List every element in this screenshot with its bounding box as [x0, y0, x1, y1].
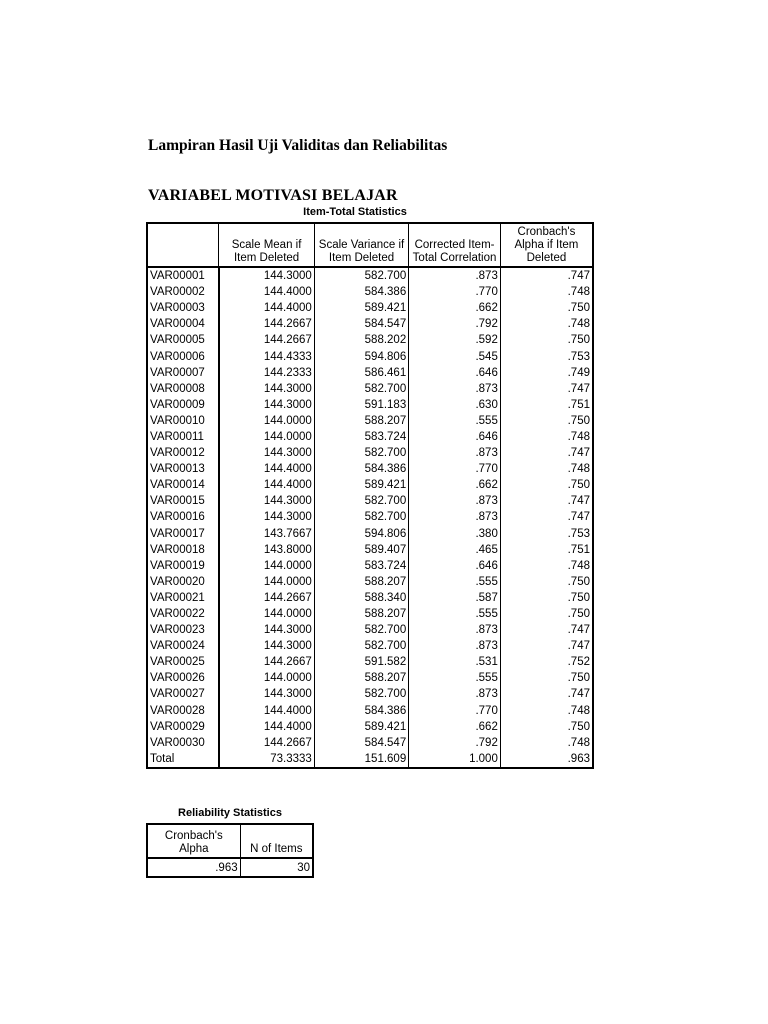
cell-variable: VAR00022 — [147, 606, 219, 622]
cell-variable: VAR00014 — [147, 477, 219, 493]
cell-corrected-correlation: .465 — [409, 542, 501, 558]
cell-scale-mean: 144.0000 — [263, 672, 312, 685]
cell-scale-variance: 584.386 — [314, 284, 408, 300]
header-cell-scale-mean: Scale Mean if Item Deleted — [219, 223, 314, 267]
cell-scale-variance: 582.700 — [314, 267, 408, 284]
table-row — [147, 542, 593, 558]
cell-alpha-if-deleted: .747 — [500, 638, 593, 654]
cell-scale-variance: 591.582 — [314, 654, 408, 670]
header-cell-n-items: N of Items — [240, 824, 313, 858]
cell-variable: VAR00008 — [147, 381, 219, 397]
cell-scale-variance: 589.421 — [314, 719, 408, 735]
cell-scale-mean: 144.3000 — [263, 382, 312, 395]
cell-variable: VAR00012 — [147, 445, 219, 461]
cell-scale-variance: 584.547 — [314, 316, 408, 332]
cell-corrected-correlation: .770 — [409, 461, 501, 477]
cell-variable: VAR00006 — [147, 348, 219, 364]
cell-scale-mean: 144.4000 — [263, 479, 312, 492]
cell-scale-variance: 582.700 — [314, 686, 408, 702]
cell-corrected-correlation: .873 — [409, 638, 501, 654]
header-cell-cronbach-alpha: Cronbach's Alpha — [147, 824, 240, 858]
cell-alpha-if-deleted: .747 — [500, 493, 593, 509]
cell-variable: VAR00026 — [147, 670, 219, 686]
cell-scale-variance: 589.421 — [314, 477, 408, 493]
cell-variable: VAR00020 — [147, 574, 219, 590]
cell-alpha-if-deleted: .750 — [500, 477, 593, 493]
table-row — [147, 654, 593, 670]
cell-scale-mean: 144.2333 — [263, 366, 312, 379]
cell-corrected-correlation: .630 — [409, 397, 501, 413]
cell-scale-variance: 588.207 — [314, 574, 408, 590]
cell-alpha-if-deleted: .750 — [500, 670, 593, 686]
cell-corrected-correlation: .770 — [409, 284, 501, 300]
cell-variable: VAR00028 — [147, 703, 219, 719]
table-row — [147, 574, 593, 590]
cell-scale-mean: 144.3000 — [263, 688, 312, 701]
cell-scale-variance: 582.700 — [314, 509, 408, 525]
cell-scale-mean: 144.2667 — [263, 736, 312, 749]
cell-alpha-if-deleted: .752 — [500, 654, 593, 670]
cell-scale-variance: 584.547 — [314, 735, 408, 751]
cell-variable: VAR00016 — [147, 509, 219, 525]
cell-corrected-correlation: .646 — [409, 558, 501, 574]
cell-scale-variance: 588.340 — [314, 590, 408, 606]
cell-corrected-correlation: .587 — [409, 590, 501, 606]
table-row — [147, 267, 593, 284]
header-cell-corrected-correlation: Corrected Item-Total Correlation — [409, 223, 501, 267]
cell-scale-mean: 144.4000 — [263, 704, 312, 717]
cell-alpha-if-deleted: .750 — [500, 332, 593, 348]
cell-scale-variance: 584.386 — [314, 461, 408, 477]
cell-alpha-if-deleted: .753 — [500, 348, 593, 364]
table-row — [147, 332, 593, 348]
cell-scale-variance: 151.609 — [314, 751, 408, 768]
cell-variable: VAR00018 — [147, 542, 219, 558]
cell-corrected-correlation: .792 — [409, 735, 501, 751]
cell-variable: VAR00017 — [147, 526, 219, 542]
table-row — [147, 509, 593, 525]
cell-corrected-correlation: .380 — [409, 526, 501, 542]
cell-corrected-correlation: .873 — [409, 509, 501, 525]
cell-scale-mean: 143.8000 — [263, 543, 312, 556]
cell-variable: VAR00027 — [147, 686, 219, 702]
cell-corrected-correlation: .873 — [409, 493, 501, 509]
cell-alpha-if-deleted: .747 — [500, 267, 593, 284]
cell-variable: VAR00019 — [147, 558, 219, 574]
cell-scale-mean: 73.3333 — [270, 752, 312, 765]
cell-scale-variance: 586.461 — [314, 365, 408, 381]
cell-scale-mean: 143.7667 — [263, 527, 312, 540]
cell-alpha-if-deleted: .747 — [500, 622, 593, 638]
reliability-caption: Reliability Statistics — [178, 807, 282, 819]
cell-corrected-correlation: .646 — [409, 365, 501, 381]
cell-alpha-if-deleted: .963 — [500, 751, 593, 768]
section-title: VARIABEL MOTIVASI BELAJAR — [148, 187, 398, 204]
cell-scale-mean: 144.4000 — [263, 286, 312, 299]
cell-alpha-if-deleted: .751 — [500, 397, 593, 413]
item-total-caption: Item-Total Statistics — [303, 206, 407, 218]
cell-alpha-if-deleted: .751 — [500, 542, 593, 558]
cell-corrected-correlation: .662 — [409, 719, 501, 735]
cell-corrected-correlation: .646 — [409, 429, 501, 445]
table-row — [147, 429, 593, 445]
cell-corrected-correlation: .770 — [409, 703, 501, 719]
cell-corrected-correlation: .873 — [409, 381, 501, 397]
table-row — [147, 686, 593, 702]
cell-variable: VAR00002 — [147, 284, 219, 300]
cell-corrected-correlation: .662 — [409, 477, 501, 493]
table-row — [147, 445, 593, 461]
table-row — [147, 284, 593, 300]
cell-alpha-if-deleted: .748 — [500, 461, 593, 477]
cell-scale-mean: 144.3000 — [263, 511, 312, 524]
cell-alpha-if-deleted: .750 — [500, 719, 593, 735]
cell-corrected-correlation: 1.000 — [409, 751, 501, 768]
cell-alpha-if-deleted: .747 — [500, 381, 593, 397]
value-n-items: 30 — [240, 858, 313, 877]
cell-alpha-if-deleted: .748 — [500, 735, 593, 751]
cell-variable: VAR00023 — [147, 622, 219, 638]
cell-scale-mean: 144.4000 — [263, 463, 312, 476]
cell-corrected-correlation: .555 — [409, 574, 501, 590]
cell-scale-mean: 144.3000 — [263, 270, 312, 283]
cell-variable: VAR00001 — [147, 267, 219, 284]
cell-alpha-if-deleted: .748 — [500, 429, 593, 445]
cell-corrected-correlation: .662 — [409, 300, 501, 316]
cell-scale-mean: 144.0000 — [263, 414, 312, 427]
table-row — [147, 558, 593, 574]
cell-alpha-if-deleted: .747 — [500, 509, 593, 525]
cell-variable: VAR00030 — [147, 735, 219, 751]
table-row — [147, 719, 593, 735]
value-cronbach-alpha: .963 — [215, 861, 238, 874]
table-row — [147, 526, 593, 542]
header-cell-scale-variance: Scale Variance if Item Deleted — [314, 223, 408, 267]
table-row — [147, 590, 593, 606]
cell-corrected-correlation: .873 — [409, 267, 501, 284]
cell-variable: VAR00021 — [147, 590, 219, 606]
cell-scale-mean: 144.2667 — [263, 318, 312, 331]
cell-scale-variance: 582.700 — [314, 445, 408, 461]
table-row — [147, 622, 593, 638]
cell-alpha-if-deleted: .748 — [500, 284, 593, 300]
cell-alpha-if-deleted: .753 — [500, 526, 593, 542]
table-row — [147, 735, 593, 751]
cell-scale-variance: 588.202 — [314, 332, 408, 348]
cell-variable: VAR00025 — [147, 654, 219, 670]
table-row — [147, 477, 593, 493]
cell-corrected-correlation: .555 — [409, 413, 501, 429]
table-row — [147, 606, 593, 622]
table-row — [147, 300, 593, 316]
cell-scale-variance: 582.700 — [314, 381, 408, 397]
cell-scale-mean: 144.0000 — [263, 575, 312, 588]
cell-alpha-if-deleted: .750 — [500, 574, 593, 590]
cell-corrected-correlation: .531 — [409, 654, 501, 670]
cell-scale-variance: 582.700 — [314, 493, 408, 509]
cell-alpha-if-deleted: .750 — [500, 413, 593, 429]
cell-scale-mean: 144.2667 — [263, 656, 312, 669]
table-row — [147, 703, 593, 719]
cell-scale-mean: 144.0000 — [263, 608, 312, 621]
item-total-statistics-table — [146, 222, 594, 769]
table-row — [147, 461, 593, 477]
total-row — [147, 751, 593, 768]
table-row — [147, 316, 593, 332]
table-row — [147, 493, 593, 509]
cell-scale-variance: 589.421 — [314, 300, 408, 316]
cell-scale-mean: 144.3000 — [263, 624, 312, 637]
cell-scale-variance: 582.700 — [314, 622, 408, 638]
cell-alpha-if-deleted: .750 — [500, 606, 593, 622]
header-cell-alpha-if-deleted: Cronbach's Alpha if Item Deleted — [500, 223, 593, 267]
cell-scale-variance: 588.207 — [314, 606, 408, 622]
cell-scale-mean: 144.4000 — [263, 302, 312, 315]
cell-alpha-if-deleted: .748 — [500, 316, 593, 332]
cell-scale-mean: 144.4333 — [263, 350, 312, 363]
table-row — [147, 413, 593, 429]
cell-variable: VAR00024 — [147, 638, 219, 654]
cell-variable: VAR00007 — [147, 365, 219, 381]
cell-corrected-correlation: .873 — [409, 445, 501, 461]
cell-variable: Total — [147, 751, 219, 768]
cell-scale-variance: 583.724 — [314, 429, 408, 445]
cell-corrected-correlation: .873 — [409, 622, 501, 638]
cell-variable: VAR00011 — [147, 429, 219, 445]
cell-scale-variance: 583.724 — [314, 558, 408, 574]
item-total-body — [147, 267, 593, 768]
cell-variable: VAR00015 — [147, 493, 219, 509]
cell-scale-variance: 584.386 — [314, 703, 408, 719]
cell-alpha-if-deleted: .750 — [500, 300, 593, 316]
cell-corrected-correlation: .555 — [409, 606, 501, 622]
cell-variable: VAR00010 — [147, 413, 219, 429]
table-row — [147, 670, 593, 686]
header-cell-variable — [147, 223, 219, 267]
cell-scale-mean: 144.2667 — [263, 591, 312, 604]
cell-alpha-if-deleted: .748 — [500, 703, 593, 719]
cell-corrected-correlation: .545 — [409, 348, 501, 364]
cell-variable: VAR00009 — [147, 397, 219, 413]
cell-scale-variance: 594.806 — [314, 526, 408, 542]
cell-scale-variance: 588.207 — [314, 670, 408, 686]
cell-scale-mean: 144.3000 — [263, 495, 312, 508]
table-row — [147, 348, 593, 364]
table-row — [147, 638, 593, 654]
cell-scale-variance: 591.183 — [314, 397, 408, 413]
table-row — [147, 365, 593, 381]
cell-scale-mean: 144.3000 — [263, 640, 312, 653]
cell-corrected-correlation: .592 — [409, 332, 501, 348]
cell-scale-mean: 144.0000 — [263, 430, 312, 443]
document-title: Lampiran Hasil Uji Validitas dan Reliabilitas — [148, 137, 448, 154]
cell-scale-mean: 144.4000 — [263, 720, 312, 733]
cell-variable: VAR00013 — [147, 461, 219, 477]
cell-scale-variance: 594.806 — [314, 348, 408, 364]
cell-scale-mean: 144.0000 — [263, 559, 312, 572]
cell-corrected-correlation: .555 — [409, 670, 501, 686]
reliability-statistics-table — [146, 823, 314, 878]
cell-alpha-if-deleted: .747 — [500, 686, 593, 702]
cell-scale-mean: 144.3000 — [263, 398, 312, 411]
cell-scale-variance: 582.700 — [314, 638, 408, 654]
table-row — [147, 397, 593, 413]
cell-alpha-if-deleted: .748 — [500, 558, 593, 574]
cell-variable: VAR00029 — [147, 719, 219, 735]
cell-corrected-correlation: .792 — [409, 316, 501, 332]
cell-variable: VAR00005 — [147, 332, 219, 348]
reliability-header-row — [147, 824, 313, 858]
cell-variable: VAR00004 — [147, 316, 219, 332]
cell-scale-variance: 589.407 — [314, 542, 408, 558]
table-row — [147, 381, 593, 397]
cell-alpha-if-deleted: .749 — [500, 365, 593, 381]
cell-alpha-if-deleted: .750 — [500, 590, 593, 606]
item-total-header-row — [147, 223, 593, 267]
cell-scale-variance: 588.207 — [314, 413, 408, 429]
cell-variable: VAR00003 — [147, 300, 219, 316]
cell-scale-mean: 144.2667 — [263, 334, 312, 347]
reliability-value-row — [147, 858, 313, 877]
cell-corrected-correlation: .873 — [409, 686, 501, 702]
cell-alpha-if-deleted: .747 — [500, 445, 593, 461]
cell-scale-mean: 144.3000 — [263, 447, 312, 460]
